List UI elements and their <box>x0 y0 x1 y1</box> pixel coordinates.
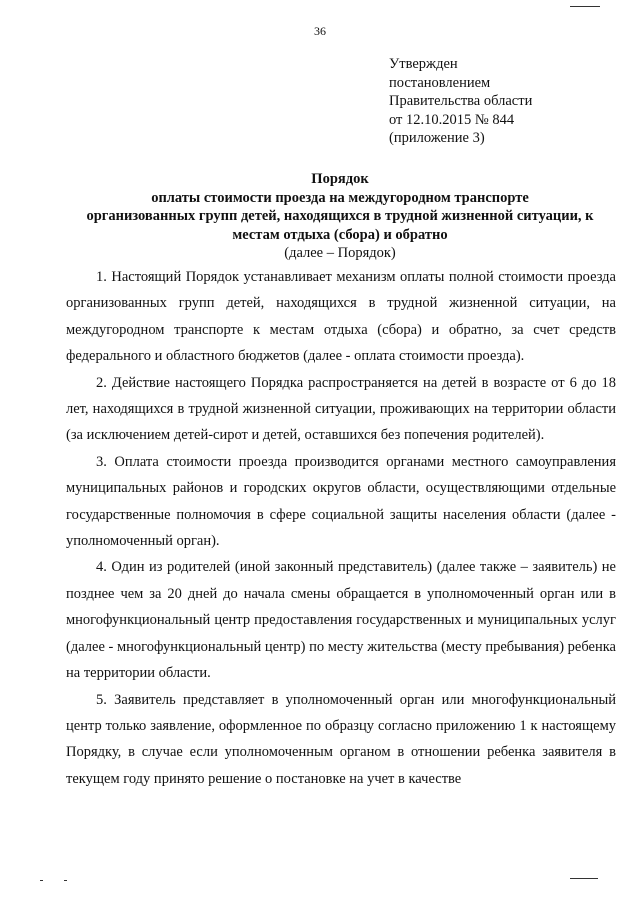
scan-mark <box>570 6 600 7</box>
approval-line: Утвержден <box>389 56 458 72</box>
title-heading: Порядок <box>311 171 369 187</box>
paragraph: 1. Настоящий Порядок устанавливает механизм оплаты полной стоимости проезда организованных групп детей, находящихся в трудной жизненной ситуации, на междугородном транспорте к местам отдыха (сбора) и обратно, за счет средств федерального и областного бюджетов (далее - оплата стоимости проезда). <box>66 269 616 365</box>
title-subtitle-line: оплаты стоимости проезда на междугородном транспорте <box>151 189 529 206</box>
title-abbreviation: (далее – Порядок) <box>284 245 396 261</box>
page-number: 36 <box>314 24 326 38</box>
approval-line: Правительства области <box>389 93 533 110</box>
approval-line: от 12.10.2015 № 844 <box>389 111 515 128</box>
document-title <box>60 170 620 263</box>
scan-mark <box>64 880 67 881</box>
title-subtitle-line: организованных групп детей, находящихся в трудной жизненной ситуации, к <box>86 208 594 224</box>
approval-line: (приложение 3) <box>389 130 485 147</box>
scan-mark <box>40 880 43 881</box>
scan-mark <box>570 878 598 879</box>
approval-stamp <box>389 55 532 148</box>
document-body <box>66 264 616 792</box>
paragraph: 2. Действие настоящего Порядка распространяется на детей в возрасте от 6 до 18 лет, находящихся в трудной жизненной ситуации, проживающих на территории области (за исключением детей-сирот и детей, оставшихся без попечения родителей). <box>66 374 616 444</box>
approval-line: постановлением <box>389 74 491 91</box>
paragraph: 5. Заявитель представляет в уполномоченный орган или многофункциональный центр только заявление, оформленное по образцу согласно приложению 1 к настоящему Порядку, в случае если уполномоченным органом в отношении ребенка заявителя в текущем году принято решение о постановке на учет в качестве <box>66 691 616 787</box>
paragraph: 3. Оплата стоимости проезда производится органами местного самоуправления муниципальных районов и городских округов области, осуществляющими отдельные государственные полномочия в сфере социальной защиты населения области (далее - уполномоченный орган). <box>66 453 616 550</box>
title-subtitle-line: местам отдыха (сбора) и обратно <box>232 226 448 243</box>
paragraph: 4. Один из родителей (иной законный представитель) (далее также – заявитель) не позднее чем за 20 дней до начала смены обращается в уполномоченный орган или в многофункциональный центр предоставления государственных и муниципальных услуг (далее - многофункциональный центр) по месту жительства (месту пребывания) ребенка на территории области. <box>66 559 616 682</box>
